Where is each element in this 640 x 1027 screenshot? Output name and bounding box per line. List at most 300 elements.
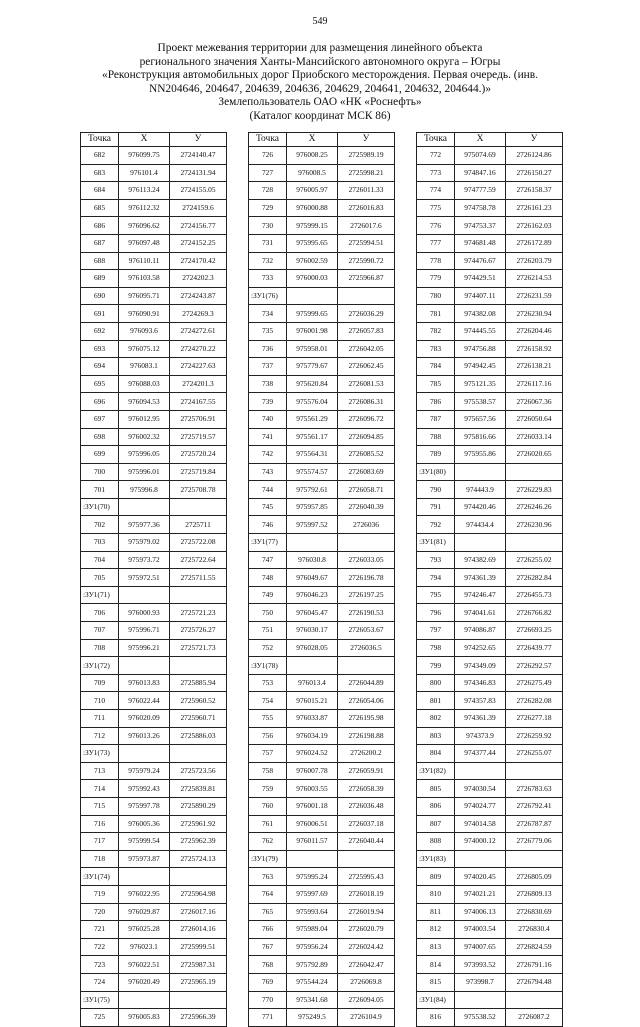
y-cell: 2726197.25 [338,586,395,604]
x-cell: 975999.15 [287,217,338,235]
x-cell: 975997.69 [287,885,338,903]
y-cell: 2725964.98 [170,885,227,903]
x-cell: 975544.24 [287,973,338,991]
x-cell: 976020.09 [119,710,170,728]
x-cell [287,287,338,305]
x-cell: 974756.88 [455,340,506,358]
x-cell: 976083.1 [119,358,170,376]
table-row [81,358,227,376]
y-cell: 2724155.05 [170,182,227,200]
point-cell: 692 [81,322,119,340]
point-cell: 720 [81,903,119,921]
y-cell: 2725723.56 [170,762,227,780]
table-row [249,604,395,622]
x-cell: 976013.26 [119,727,170,745]
y-cell: 2725965.19 [170,973,227,991]
point-cell: 803 [417,727,455,745]
x-cell: 976008.5 [287,164,338,182]
x-cell [455,850,506,868]
y-cell: 2725960.71 [170,710,227,728]
x-cell: 976000.88 [287,199,338,217]
x-cell: 974382.08 [455,305,506,323]
x-cell: 974361.39 [455,710,506,728]
x-cell: 974445.55 [455,322,506,340]
table-row [81,956,227,974]
x-cell [119,586,170,604]
heading-line: Землепользователь ОАО «НК «Роснефть» [218,96,422,109]
x-cell [119,498,170,516]
y-cell: 2726259.92 [506,727,563,745]
table-row [417,498,563,516]
y-cell: 2726036.5 [338,639,395,657]
y-cell: 2725706.91 [170,410,227,428]
table-row [81,217,227,235]
x-cell [287,657,338,675]
point-cell: 730 [249,217,287,235]
point-cell: 797 [417,622,455,640]
y-cell: 2726766.82 [506,604,563,622]
y-cell: 2726044.89 [338,674,395,692]
table-row [249,674,395,692]
y-cell: 2724270.22 [170,340,227,358]
point-cell: 793 [417,551,455,569]
x-cell [119,868,170,886]
y-cell [338,287,395,305]
table-row [249,446,395,464]
y-cell: 2726020.65 [506,446,563,464]
point-cell: 785 [417,375,455,393]
table-row [417,815,563,833]
y-cell [170,745,227,763]
table-row [417,797,563,815]
y-cell: 2726017.6 [338,217,395,235]
coordinate-table-1 [80,132,227,1027]
point-cell: 794 [417,569,455,587]
point-cell: 689 [81,270,119,288]
heading-line: «Реконструкция автомобильных дорог Приобского месторождения. Первая очередь. (инв. [102,69,538,82]
point-cell: 813 [417,938,455,956]
y-cell: 2725966.39 [170,1009,227,1027]
y-cell: 2726050.64 [506,410,563,428]
point-cell: 709 [81,674,119,692]
point-cell: 807 [417,815,455,833]
x-cell: 974030.54 [455,780,506,798]
header-point: Точка [417,133,455,147]
x-cell: 974373.9 [455,727,506,745]
x-cell: 976034.19 [287,727,338,745]
y-cell: 2725839.81 [170,780,227,798]
y-cell: 2725719.84 [170,463,227,481]
x-cell: 974007.65 [455,938,506,956]
header-x: X [455,133,506,147]
y-cell: 2726455.73 [506,586,563,604]
point-cell: 816 [417,1009,455,1027]
parcel-label: :ЗУ1(76) [249,287,287,305]
point-cell: 719 [81,885,119,903]
x-cell: 976110.11 [119,252,170,270]
table-row [249,745,395,763]
point-cell: 782 [417,322,455,340]
point-cell: 811 [417,903,455,921]
table-row [249,463,395,481]
x-cell: 974443.9 [455,481,506,499]
y-cell: 2726059.91 [338,762,395,780]
heading-line: NN204646, 204647, 204639, 204636, 204629, 204641, 204632, 204644.)» [148,82,492,95]
x-cell: 976003.55 [287,780,338,798]
parcel-label: :ЗУ1(71) [81,586,119,604]
table-row [81,657,227,675]
point-cell: 750 [249,604,287,622]
y-cell: 2725999.51 [170,938,227,956]
table-row [417,182,563,200]
y-cell: 2725726.27 [170,622,227,640]
y-cell: 2726198.88 [338,727,395,745]
y-cell: 2726036.29 [338,305,395,323]
table-row [417,973,563,991]
point-cell: 728 [249,182,287,200]
y-cell: 2726204.46 [506,322,563,340]
table-row [81,234,227,252]
y-cell: 2726062.45 [338,358,395,376]
x-cell [119,657,170,675]
x-cell: 976030.17 [287,622,338,640]
point-cell: 693 [81,340,119,358]
table-row [417,622,563,640]
y-cell: 2725962.39 [170,833,227,851]
y-cell: 2726018.19 [338,885,395,903]
y-cell: 2725708.78 [170,481,227,499]
x-cell [287,534,338,552]
x-cell: 976012.95 [119,410,170,428]
table-row [81,639,227,657]
y-cell: 2726036 [338,516,395,534]
table-row [417,322,563,340]
table-row [81,868,227,886]
point-cell: 762 [249,833,287,851]
x-cell: 975341.68 [287,991,338,1009]
point-cell: 733 [249,270,287,288]
y-cell: 2725721.23 [170,604,227,622]
table-row [417,481,563,499]
x-cell: 974434.4 [455,516,506,534]
point-cell: 704 [81,551,119,569]
y-cell: 2726096.72 [338,410,395,428]
table-row [81,885,227,903]
table-row [81,428,227,446]
x-cell: 976025.28 [119,921,170,939]
y-cell: 2726014.16 [170,921,227,939]
y-cell: 2726011.33 [338,182,395,200]
y-cell: 2726150.27 [506,164,563,182]
point-cell: 764 [249,885,287,903]
y-cell: 2726779.06 [506,833,563,851]
point-cell: 707 [81,622,119,640]
table-row [249,938,395,956]
table-row [417,428,563,446]
point-cell: 711 [81,710,119,728]
x-cell: 976000.03 [287,270,338,288]
x-cell [119,991,170,1009]
y-cell: 2726200.2 [338,745,395,763]
x-cell: 976022.95 [119,885,170,903]
x-cell: 976000.93 [119,604,170,622]
x-cell: 975977.36 [119,516,170,534]
x-cell: 975538.57 [455,393,506,411]
table-row [417,692,563,710]
x-cell: 975993.64 [287,903,338,921]
x-cell: 973993.52 [455,956,506,974]
coordinate-tables [0,132,640,1022]
point-cell: 788 [417,428,455,446]
point-cell: 748 [249,569,287,587]
point-cell: 747 [249,551,287,569]
y-cell: 2725719.57 [170,428,227,446]
heading-line: Проект межевания территории для размещения линейного объекта [157,42,483,54]
y-cell: 2726794.48 [506,973,563,991]
table-row [249,498,395,516]
table-row [417,991,563,1009]
table-row [249,182,395,200]
header-y: У [338,133,395,147]
x-cell: 976101.4 [119,164,170,182]
point-cell: 770 [249,991,287,1009]
table-row [249,481,395,499]
heading-line: (Каталог координат МСК 86) [249,109,391,122]
x-cell: 974942.45 [455,358,506,376]
y-cell: 2725722.64 [170,551,227,569]
table-row [81,710,227,728]
x-cell: 975956.24 [287,938,338,956]
table-row [249,903,395,921]
table-row [81,762,227,780]
y-cell: 2726693.25 [506,622,563,640]
y-cell: 2726016.83 [338,199,395,217]
point-cell: 796 [417,604,455,622]
y-cell: 2725960.52 [170,692,227,710]
x-cell: 976023.1 [119,938,170,956]
y-cell: 2724131.94 [170,164,227,182]
point-cell: 718 [81,850,119,868]
point-cell: 798 [417,639,455,657]
y-cell [338,850,395,868]
x-cell: 976029.87 [119,903,170,921]
y-cell: 2726094.05 [338,991,395,1009]
x-cell: 976033.87 [287,710,338,728]
table-row [81,727,227,745]
coordinate-table-2 [248,132,395,1027]
y-cell: 2726020.79 [338,921,395,939]
x-cell: 974346.83 [455,674,506,692]
y-cell: 2726190.53 [338,604,395,622]
point-cell: 736 [249,340,287,358]
table-row [249,710,395,728]
table-row [417,340,563,358]
point-cell: 767 [249,938,287,956]
point-cell: 739 [249,393,287,411]
x-cell: 976075.12 [119,340,170,358]
y-cell: 2726094.85 [338,428,395,446]
table-row [417,199,563,217]
x-cell: 976097.48 [119,234,170,252]
x-cell: 976005.83 [119,1009,170,1027]
point-cell: 815 [417,973,455,991]
point-cell: 808 [417,833,455,851]
table-row [249,358,395,376]
table-row [249,305,395,323]
x-cell: 974681.48 [455,234,506,252]
y-cell [338,534,395,552]
y-cell: 2726824.59 [506,938,563,956]
point-cell: 777 [417,234,455,252]
point-cell: 687 [81,234,119,252]
header-point: Точка [81,133,119,147]
table-row [81,604,227,622]
table-row [81,973,227,991]
point-cell: 754 [249,692,287,710]
x-cell: 973998.7 [455,973,506,991]
table-row [81,481,227,499]
x-cell: 975576.04 [287,393,338,411]
point-cell: 694 [81,358,119,376]
x-cell: 974847.16 [455,164,506,182]
y-cell: 2724227.63 [170,358,227,376]
point-cell: 715 [81,797,119,815]
x-cell: 975972.51 [119,569,170,587]
x-cell: 975121.35 [455,375,506,393]
x-cell: 974758.78 [455,199,506,217]
table-row [81,674,227,692]
x-cell: 976008.25 [287,147,338,165]
y-cell: 2726783.63 [506,780,563,798]
table-row [249,551,395,569]
y-cell: 2726040.44 [338,833,395,851]
table-row [249,375,395,393]
y-cell: 2724152.25 [170,234,227,252]
point-cell: 684 [81,182,119,200]
y-cell: 2726792.41 [506,797,563,815]
table-row [249,797,395,815]
y-cell: 2725989.19 [338,147,395,165]
x-cell [455,534,506,552]
table-row [417,903,563,921]
y-cell: 2726042.05 [338,340,395,358]
table-row [249,516,395,534]
y-cell: 2726830.4 [506,921,563,939]
y-cell: 2726033.05 [338,551,395,569]
x-cell: 976006.51 [287,815,338,833]
x-cell: 976096.62 [119,217,170,235]
x-cell: 974357.83 [455,692,506,710]
table-row [417,164,563,182]
parcel-label: :ЗУ1(75) [81,991,119,1009]
y-cell: 2726087.2 [506,1009,563,1027]
x-cell: 974420.46 [455,498,506,516]
y-cell: 2724243.87 [170,287,227,305]
y-cell: 2724140.47 [170,147,227,165]
y-cell: 2726104.9 [338,1009,395,1027]
y-cell: 2725987.31 [170,956,227,974]
y-cell: 2726255.07 [506,745,563,763]
point-cell: 706 [81,604,119,622]
parcel-label: :ЗУ1(80) [417,463,455,481]
x-cell: 976007.78 [287,762,338,780]
x-cell: 976028.05 [287,639,338,657]
y-cell: 2726069.8 [338,973,395,991]
table-row [417,217,563,235]
y-cell: 2726196.78 [338,569,395,587]
point-cell: 724 [81,973,119,991]
y-cell: 2726083.69 [338,463,395,481]
table-row [417,938,563,956]
y-cell: 2726138.21 [506,358,563,376]
x-cell: 976002.59 [287,252,338,270]
point-cell: 776 [417,217,455,235]
point-cell: 805 [417,780,455,798]
x-cell: 976093.6 [119,322,170,340]
table-row [417,516,563,534]
point-cell: 804 [417,745,455,763]
x-cell: 975538.52 [455,1009,506,1027]
y-cell: 2726040.39 [338,498,395,516]
point-cell: 721 [81,921,119,939]
y-cell [170,498,227,516]
parcel-label: :ЗУ1(79) [249,850,287,868]
x-cell: 976013.4 [287,674,338,692]
table-row [417,762,563,780]
x-cell: 975996.71 [119,622,170,640]
y-cell: 2726229.83 [506,481,563,499]
table-row [417,745,563,763]
table-row [417,921,563,939]
x-cell: 976046.23 [287,586,338,604]
x-cell: 974000.12 [455,833,506,851]
y-cell: 2726203.79 [506,252,563,270]
table-row [249,569,395,587]
y-cell: 2726791.16 [506,956,563,974]
table-row [417,463,563,481]
x-cell [287,850,338,868]
y-cell: 2726024.42 [338,938,395,956]
table-row [417,358,563,376]
x-cell: 975995.24 [287,868,338,886]
table-row [249,147,395,165]
table-row [249,586,395,604]
table-row [417,551,563,569]
y-cell: 2726158.37 [506,182,563,200]
y-cell: 2726809.13 [506,885,563,903]
table-row [81,516,227,534]
point-cell: 685 [81,199,119,217]
table-row [81,147,227,165]
point-cell: 683 [81,164,119,182]
x-cell: 975979.02 [119,534,170,552]
x-cell: 975999.54 [119,833,170,851]
table-row [249,234,395,252]
y-cell: 2726282.84 [506,569,563,587]
y-cell: 2725711.55 [170,569,227,587]
y-cell: 2726439.77 [506,639,563,657]
table-row [81,410,227,428]
x-cell: 975996.8 [119,481,170,499]
point-cell: 732 [249,252,287,270]
x-cell: 974020.45 [455,868,506,886]
point-cell: 729 [249,199,287,217]
point-cell: 784 [417,358,455,376]
x-cell: 974252.65 [455,639,506,657]
point-cell: 745 [249,498,287,516]
y-cell: 2726036.48 [338,797,395,815]
point-cell: 773 [417,164,455,182]
